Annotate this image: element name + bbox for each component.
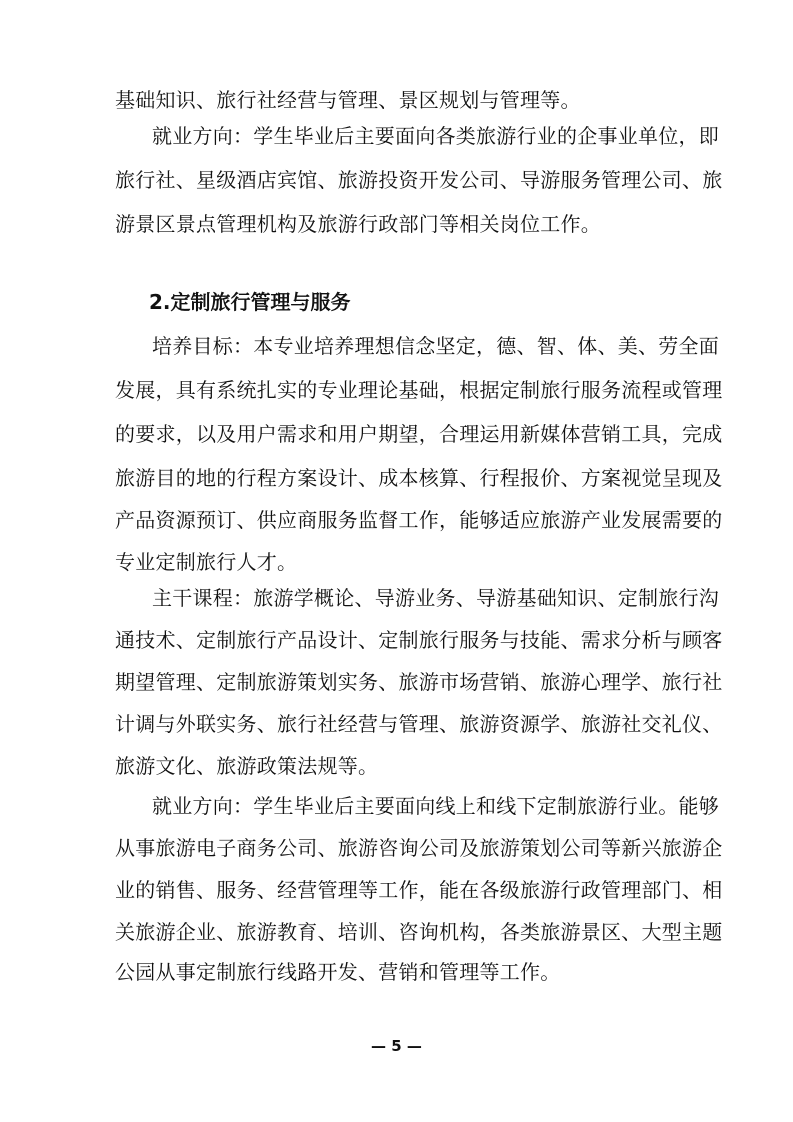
courses-line-1: 主干课程：旅游学概论、导游业务、导游基础知识、定制旅行沟: [152, 586, 719, 610]
courses-line-4: 计调与外联实务、旅行社经营与管理、旅游资源学、旅游社交礼仪、: [115, 712, 723, 736]
courses-line-2: 通技术、定制旅行产品设计、定制旅行服务与技能、需求分析与顾客: [115, 628, 723, 652]
objective-line-6: 专业定制旅行人才。: [115, 550, 298, 574]
employment-2-line-5: 公园从事定制旅行线路开发、营销和管理等工作。: [115, 960, 561, 984]
page-number: — 5 —: [371, 1037, 422, 1055]
employment-2-line-2: 从事旅游电子商务公司、旅游咨询公司及旅游策划公司等新兴旅游企: [115, 836, 723, 860]
section-2-heading: 2.定制旅行管理与服务: [149, 290, 351, 314]
objective-line-2: 发展，具有系统扎实的专业理论基础，根据定制旅行服务流程或管理: [115, 378, 723, 402]
employment-1-line-2: 旅行社、星级酒店宾馆、旅游投资开发公司、导游服务管理公司、旅: [115, 168, 723, 192]
employment-2-line-4: 关旅游企业、旅游教育、培训、咨询机构，各类旅游景区、大型主题: [115, 920, 723, 944]
employment-1-line-1: 就业方向：学生毕业后主要面向各类旅游行业的企事业单位，即: [152, 124, 719, 148]
objective-line-4: 旅游目的地的行程方案设计、成本核算、行程报价、方案视觉呈现及: [115, 466, 723, 490]
courses-line-5: 旅游文化、旅游政策法规等。: [115, 754, 379, 778]
courses-line-3: 期望管理、定制旅游策划实务、旅游市场营销、旅游心理学、旅行社: [115, 670, 723, 694]
intro-line-1: 基础知识、旅行社经营与管理、景区规划与管理等。: [115, 88, 581, 112]
objective-line-1: 培养目标：本专业培养理想信念坚定，德、智、体、美、劳全面: [152, 334, 719, 358]
employment-2-line-1: 就业方向：学生毕业后主要面向线上和线下定制旅游行业。能够: [152, 794, 719, 818]
objective-line-3: 的要求，以及用户需求和用户期望，合理运用新媒体营销工具，完成: [115, 422, 723, 446]
objective-line-5: 产品资源预订、供应商服务监督工作，能够适应旅游产业发展需要的: [115, 508, 723, 532]
employment-2-line-3: 业的销售、服务、经营管理等工作，能在各级旅游行政管理部门、相: [115, 878, 723, 902]
employment-1-line-3: 游景区景点管理机构及旅游行政部门等相关岗位工作。: [115, 212, 601, 236]
